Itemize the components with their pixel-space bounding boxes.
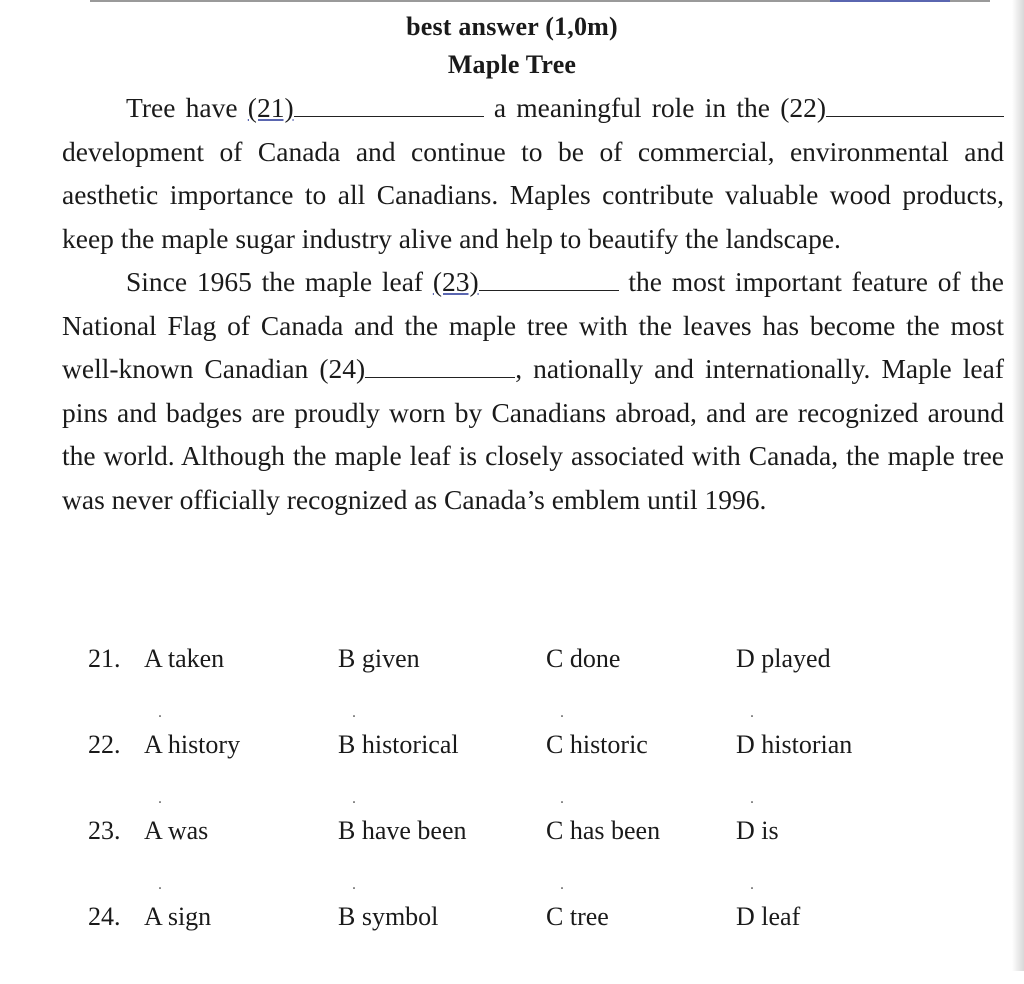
- passage: [62, 86, 1004, 521]
- blank-number-24: (24): [319, 353, 366, 384]
- option-c[interactable]: C historic: [546, 730, 648, 759]
- option-d[interactable]: D historian: [736, 730, 853, 759]
- blank-24[interactable]: [365, 353, 515, 378]
- blank-22[interactable]: [826, 92, 1004, 117]
- blank-number-21: (21): [247, 92, 294, 123]
- dot-mark: .: [560, 704, 564, 721]
- dot-mark: .: [352, 790, 356, 807]
- option-d[interactable]: D leaf: [736, 902, 801, 931]
- page-edge-shadow: [1012, 0, 1024, 971]
- option-a[interactable]: A taken: [144, 644, 225, 673]
- dot-mark: .: [158, 704, 162, 721]
- blank-21[interactable]: [294, 92, 484, 117]
- dot-mark: .: [750, 704, 754, 721]
- blank-number-22: (22): [780, 92, 827, 123]
- cropped-underline: [830, 0, 950, 5]
- option-d[interactable]: D is: [736, 816, 779, 845]
- paragraph-2: Since 1965 the maple leaf (23) the most important feature of the National Flag of Canada and the maple tree with the leaves has become the most well-known Canadian (24) , nationally and internationally. Maple leaf pins and badges are proudly worn by Canadians abroad, and are recognized around the world. Although the maple leaf is closely associated with Canada, the maple tree was never officially recognized as Canada’s emblem until 1996.: [62, 266, 1004, 515]
- dot-mark: .: [750, 790, 754, 807]
- dot-mark: .: [560, 790, 564, 807]
- question-number: 21.: [88, 644, 121, 673]
- question-number: 23.: [88, 816, 121, 845]
- option-b[interactable]: B symbol: [338, 902, 439, 931]
- blank-number-23: (23): [432, 266, 479, 297]
- blank-23[interactable]: [479, 266, 619, 291]
- dot-mark: .: [158, 790, 162, 807]
- dot-mark: .: [560, 876, 564, 893]
- dot-mark: .: [352, 876, 356, 893]
- option-a[interactable]: A was: [144, 816, 209, 845]
- option-b[interactable]: B have been: [338, 816, 467, 845]
- option-a[interactable]: A history: [144, 730, 241, 759]
- question-number: 24.: [88, 902, 121, 931]
- instruction-heading: best answer (1,0m): [406, 12, 618, 41]
- question-number: 22.: [88, 730, 121, 759]
- option-c[interactable]: C done: [546, 644, 621, 673]
- option-c[interactable]: C tree: [546, 902, 609, 931]
- option-b[interactable]: B given: [338, 644, 420, 673]
- paragraph-1: Tree have (21) a meaningful role in the (22) development of Canada and continue to be of commercial, environmental and aesthetic importance to all Canadians. Maples contribute valuable wood products, keep the maple sugar industry alive and help to beautify the landscape.: [62, 92, 1004, 254]
- dot-mark: .: [352, 704, 356, 721]
- dot-mark: .: [158, 876, 162, 893]
- option-a[interactable]: A sign: [144, 902, 212, 931]
- option-c[interactable]: C has been: [546, 816, 661, 845]
- passage-title: Maple Tree: [447, 50, 577, 79]
- dot-mark: .: [750, 876, 754, 893]
- option-b[interactable]: B historical: [338, 730, 459, 759]
- option-d[interactable]: D played: [736, 644, 831, 673]
